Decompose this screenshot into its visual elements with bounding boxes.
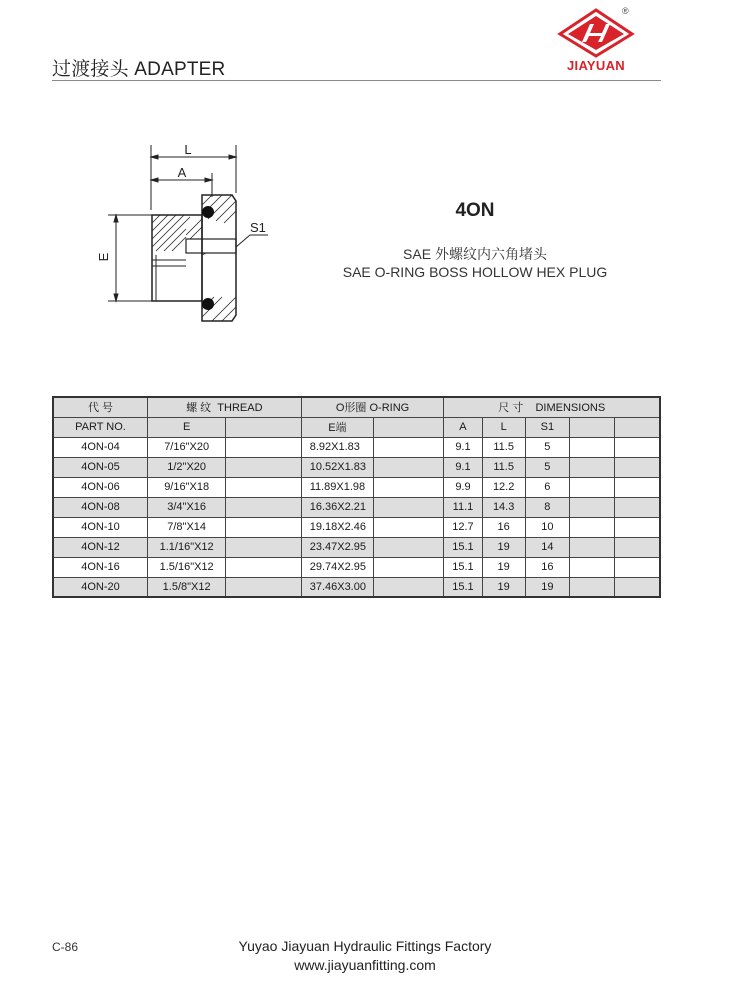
empty-header [615,417,660,437]
cell-empty [226,577,301,597]
table-row [53,497,660,517]
dimensions-group-header: 尺 寸 DIMENSIONS [444,397,660,417]
empty-header [569,417,614,437]
cell-dim-s1: 19 [525,577,569,597]
thread-group-header: 螺 纹 THREAD [147,397,301,417]
table-row [53,557,660,577]
table-group-header [53,397,660,417]
product-name-cn: SAE 外螺纹内六角堵头 [403,246,547,262]
cell-thread: 7/8"X14 [147,517,225,537]
table-row [53,517,660,537]
oring-e-header: E端 [301,417,373,437]
cell-dim-s1: 5 [525,437,569,457]
cell-dim-l: 19 [482,557,525,577]
cell-empty [374,437,444,457]
cell-dim-l: 11.5 [482,437,525,457]
table-row [53,457,660,477]
thread-e-header: E [147,417,225,437]
cell-oring: 10.52X1.83 [301,457,373,477]
cell-empty [615,577,660,597]
cell-oring: 11.89X1.98 [301,477,373,497]
cell-dim-s1: 5 [525,457,569,477]
cell-empty [226,517,301,537]
cell-empty [374,477,444,497]
cell-dim-s1: 6 [525,477,569,497]
cell-empty [226,537,301,557]
cell-dim-l: 19 [482,577,525,597]
product-name-en: SAE O-RING BOSS HOLLOW HEX PLUG [342,264,608,280]
logo-brand-text: JIAYUAN [567,58,625,73]
header-divider [52,80,661,81]
cell-empty [615,517,660,537]
cell-empty [569,517,614,537]
cell-empty [569,537,614,557]
cell-part-no: 4ON-12 [53,537,147,557]
empty-header [226,417,301,437]
cell-dim-l: 11.5 [482,457,525,477]
table-sub-header [53,417,660,437]
cell-dim-l: 12.2 [482,477,525,497]
cell-thread: 1.5/16"X12 [147,557,225,577]
cell-empty [569,437,614,457]
table-row [53,437,660,457]
dim-s1-header: S1 [525,417,569,437]
cell-empty [226,557,301,577]
cell-oring: 37.46X3.00 [301,577,373,597]
cell-empty [615,537,660,557]
cell-empty [374,577,444,597]
product-code: 4ON [455,200,495,221]
cell-empty [226,497,301,517]
footer-website[interactable]: www.jiayuanfitting.com [294,957,436,973]
cell-oring: 23.47X2.95 [301,537,373,557]
cell-thread: 1.5/8"X12 [147,577,225,597]
cell-dim-a: 9.1 [444,457,482,477]
label-E: E [96,252,111,262]
cell-part-no: 4ON-06 [53,477,147,497]
cell-empty [374,497,444,517]
cell-dim-a: 15.1 [444,557,482,577]
cell-thread: 9/16"X18 [147,477,225,497]
cell-empty [615,477,660,497]
cell-empty [615,437,660,457]
page-number: C-86 [52,940,79,954]
cell-dim-s1: 10 [525,517,569,537]
dim-a-header: A [444,417,482,437]
cell-dim-a: 15.1 [444,577,482,597]
cell-empty [569,477,614,497]
cell-dim-s1: 8 [525,497,569,517]
cell-thread: 3/4"X16 [147,497,225,517]
part-group-header: 代 号 [53,397,147,417]
cell-part-no: 4ON-08 [53,497,147,517]
cell-part-no: 4ON-10 [53,517,147,537]
table-row [53,477,660,497]
cell-oring: 16.36X2.21 [301,497,373,517]
cell-part-no: 4ON-16 [53,557,147,577]
cell-empty [374,557,444,577]
cell-thread: 7/16"X20 [147,437,225,457]
table-row [53,577,660,597]
dim-l-header: L [482,417,525,437]
table-row [53,537,660,557]
oring-group-header: O形圈 O-RING [301,397,444,417]
cell-empty [226,437,301,457]
registered-mark: ® [622,6,629,16]
cell-dim-l: 19 [482,537,525,557]
cell-empty [615,557,660,577]
cell-empty [374,537,444,557]
cell-empty [374,457,444,477]
cell-empty [569,497,614,517]
cell-dim-l: 14.3 [482,497,525,517]
cell-part-no: 4ON-04 [53,437,147,457]
label-L: L [184,142,192,157]
cell-thread: 1.1/16"X12 [147,537,225,557]
cell-dim-s1: 16 [525,557,569,577]
cell-empty [226,477,301,497]
cell-dim-a: 9.1 [444,437,482,457]
cell-part-no: 4ON-20 [53,577,147,597]
cell-dim-s1: 14 [525,537,569,557]
cell-empty [226,457,301,477]
spec-table [52,396,661,598]
cell-empty [569,577,614,597]
cell-thread: 1/2"X20 [147,457,225,477]
cell-dim-a: 15.1 [444,537,482,557]
label-S1: S1 [250,220,266,235]
cell-part-no: 4ON-05 [53,457,147,477]
cell-dim-a: 9.9 [444,477,482,497]
cell-oring: 19.18X2.46 [301,517,373,537]
cell-empty [569,557,614,577]
page-title: 过渡接头 ADAPTER [52,59,226,80]
cell-empty [615,497,660,517]
label-A: A [177,165,187,180]
cell-empty [615,457,660,477]
cell-dim-a: 12.7 [444,517,482,537]
empty-header [374,417,444,437]
cell-empty [374,517,444,537]
footer-company: Yuyao Jiayuan Hydraulic Fittings Factory [238,938,492,954]
cell-oring: 29.74X2.95 [301,557,373,577]
cell-empty [569,457,614,477]
cell-dim-a: 11.1 [444,497,482,517]
jiayuan-logo [556,8,636,76]
plug-technical-drawing [90,135,290,335]
cell-dim-l: 16 [482,517,525,537]
cell-oring: 8.92X1.83 [301,437,373,457]
part-no-header: PART NO. [53,417,147,437]
